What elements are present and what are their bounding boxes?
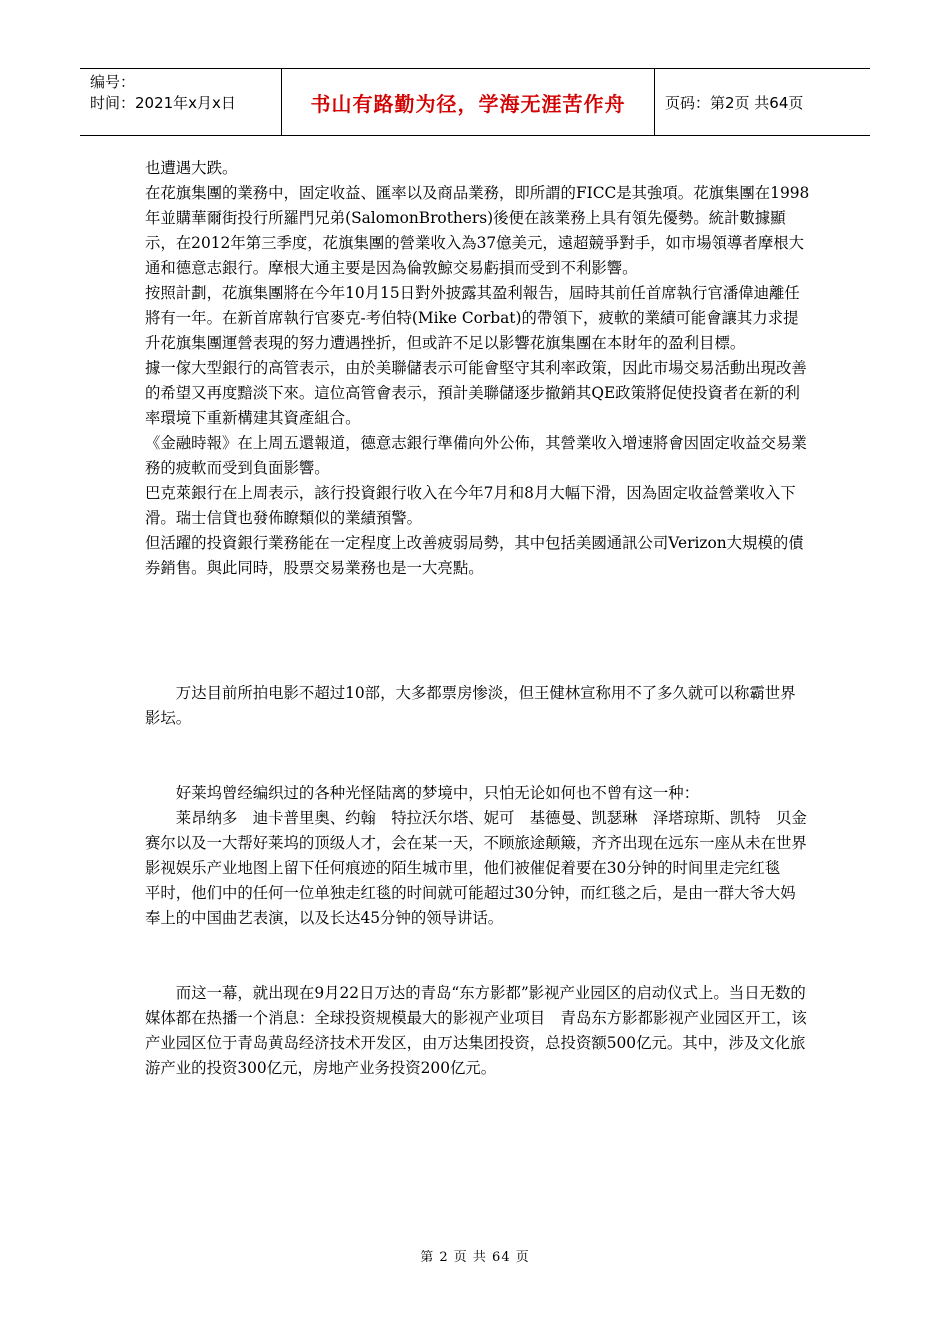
spacer (145, 931, 810, 981)
paragraph-wanda: 万达目前所拍电影不超过10部，大多都票房惨淡，但王健林宣称用不了多久就可以称霸世界影坛。 (145, 684, 796, 727)
header-page-label: 页码：第2页 共64页 (665, 93, 804, 112)
header-motto: 书山有路勤为径，学海无涯苦作舟 (282, 69, 655, 135)
spacer (145, 731, 810, 781)
paragraph: 但活躍的投資銀行業務能在一定程度上改善疲弱局勢，其中包括美國通訊公司Verizon大規模的債券銷售。與此同時，股票交易業務也是一大亮點。 (145, 534, 804, 577)
paragraph: 在花旗集團的業務中，固定收益、匯率以及商品業務，即所謂的FICC是其強項。花旗集團在1998年並購華爾街投行所羅門兄弟(SalomonBrothers)後便在該業務上具有領先優勢。統計數據顯示，在2012年第三季度，花旗集團的營業收入為37億美元，遠超競爭對手，如市場領導者摩根大通和德意志銀行。摩根大通主要是因為倫敦鯨交易虧損而受到不利影響。 (145, 184, 810, 277)
paragraph: 也遭遇大跌。 (145, 159, 238, 177)
paragraph: 據一傢大型銀行的高管表示，由於美聯儲表示可能會堅守其利率政策，因此市場交易活動出現改善的希望又再度黯淡下來。這位高管會表示，預計美聯儲逐步撤銷其QE政策將促使投資者在新的利率環境下重新構建其資產組合。 (145, 359, 807, 427)
document-body (145, 156, 810, 1081)
doc-number-label: 编号： (90, 73, 136, 91)
page-footer: 第 2 页 共 64 页 (420, 1250, 530, 1265)
paragraph-stars: 莱昂纳多 迪卡普里奥、约翰 特拉沃尔塔、妮可 基德曼、凯瑟琳 泽塔琼斯、凯特 贝金赛尔以及一大帮好莱坞的顶级人才，会在某一天，不顾旅途颠簸，齐齐出现在远东一座从未在世界影视娱乐产业地图上留下任何痕迹的陌生城市里，他们被催促着要在30分钟的时间里走完红毯 平时，他们中的任何一位单独走红毯的时间就可能超过30分钟，而红毯之后，是由一群大爷大妈奉上的中国曲艺表演，以及长达45分钟的领导讲话。 (145, 809, 807, 927)
paragraph-qingdao: 而这一幕，就出现在9月22日万达的青岛“东方影都”影视产业园区的启动仪式上。当日无数的媒体都在热播一个消息：全球投资规模最大的影视产业项目 青岛东方影都影视产业园区开工，该产业园区位于青岛黄岛经济技术开发区，由万达集团投资，总投资额500亿元。其中，涉及文化旅游产业的投资300亿元，房地产业务投资200亿元。 (145, 984, 807, 1077)
time-label: 时间：2021年x月x日 (90, 94, 236, 112)
paragraph-dream: 好莱坞曾经编织过的各种光怪陆离的梦境中，只怕无论如何也不曾有这一种： (175, 784, 700, 802)
header-meta-cell (80, 69, 282, 135)
paragraph: 按照計劃，花旗集團將在今年10月15日對外披露其盈利報告，屆時其前任首席執行官潘偉迪離任將有一年。在新首席執行官麥克-考伯特(Mike Corbat)的帶領下，疲軟的業績可能會讓其力求提升花旗集團運營表現的努力遭遇挫折，但或許不足以影響花旗集團在本財年的盈利目標。 (145, 284, 800, 352)
spacer (145, 581, 810, 681)
paragraph: 巴克萊銀行在上周表示，該行投資銀行收入在今年7月和8月大幅下滑，因為固定收益營業收入下滑。瑞士信貸也發佈瞭類似的業績預警。 (145, 484, 796, 527)
paragraph: 《金融時報》在上周五還報道，德意志銀行準備向外公佈，其營業收入增速將會因固定收益交易業務的疲軟而受到負面影響。 (145, 434, 807, 477)
page-header (80, 68, 870, 136)
